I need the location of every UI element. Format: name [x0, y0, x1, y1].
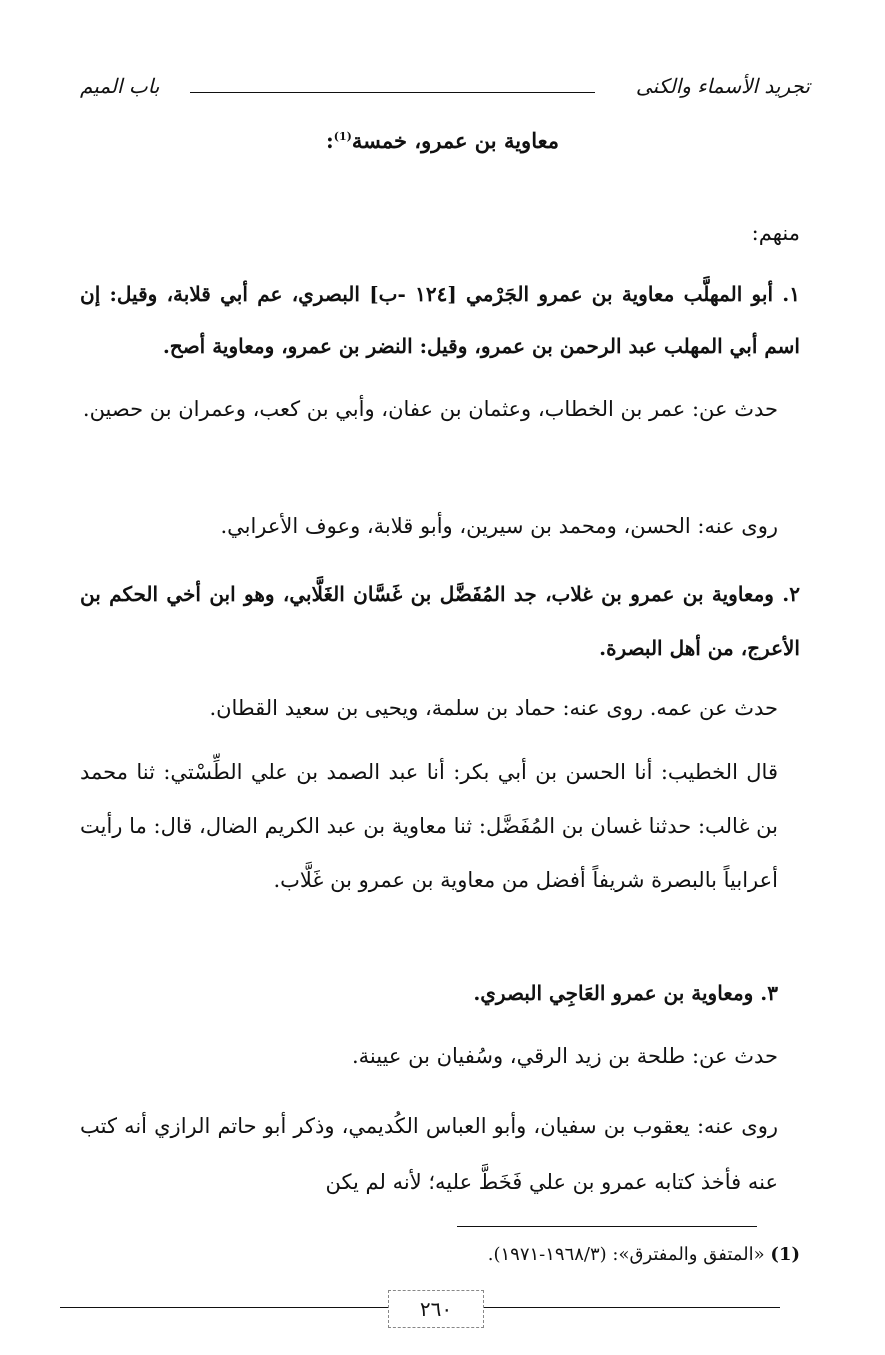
book-title: تجريد الأسماء والكنى — [635, 74, 810, 98]
entry-1-heading: ١. أبو المهلَّب معاوية بن عمرو الجَرْمي [١٢٤ -ب] البصري، عم أبي قلابة، وقيل: إن اسم أبي المهلب عبد الرحمن بن عمرو، وقيل: النضر بن عمرو، ومعاوية أصح. — [80, 282, 800, 358]
entry-2-heading: ٢. ومعاوية بن عمرو بن غلاب، جد المُفَضَّل بن غَسَّان الغَلَّابي، وهو ابن أخي الحكم بن الأعرج، من أهل البصرة. — [80, 582, 800, 660]
section-heading — [0, 128, 885, 153]
footnote — [200, 1240, 800, 1270]
entry-1-narrated-by: روى عنه: الحسن، ومحمد بن سيرين، وأبو قلابة، وعوف الأعرابي. — [220, 514, 778, 538]
entry-2-narrated-from: حدث عن عمه. روى عنه: حماد بن سلمة، ويحيى بن سعيد القطان. — [209, 696, 778, 720]
footnote-separator — [457, 1226, 757, 1227]
chapter-title: باب الميم — [80, 74, 160, 98]
header-rule — [190, 92, 595, 93]
footnote-text: «المتفق والمفترق»: (١٩٦٨/٣-١٩٧١). — [487, 1244, 765, 1265]
intro-text: منهم: — [751, 221, 800, 245]
heading-suffix: : — [326, 128, 334, 153]
entry-2-quote: قال الخطيب: أنا الحسن بن أبي بكر: أنا عبد الصمد بن علي الطِّسْتي: ثنا محمد بن غالب: حدثنا غسان بن المُفَضَّل: ثنا معاوية بن عبد الكريم الضال، قال: ما رأيت أعرابياً بالبصرة شريفاً أفضل من معاوية بن عمرو بن غَلَّاب. — [80, 760, 778, 892]
running-header — [80, 70, 810, 110]
entry-3-narrated-by: روى عنه: يعقوب بن سفيان، وأبو العباس الكُديمي، وذكر أبو حاتم الرازي أنه كتب عنه فأخذ كتابه عمرو بن علي فَخَطَّ عليه؛ لأنه لم يكن — [80, 1114, 778, 1194]
footnote-mark: (1) — [770, 1244, 800, 1265]
footnote-marker: (1) — [333, 130, 352, 143]
entry-1-narrated-from: حدث عن: عمر بن الخطاب، وعثمان بن عفان، وأبي بن كعب، وعمران بن حصين. — [82, 397, 778, 421]
entry-3-narrated-from: حدث عن: طلحة بن زيد الرقي، وسُفيان بن عيينة. — [351, 1044, 778, 1068]
heading-text: معاوية بن عمرو، خمسة — [351, 128, 559, 153]
page-number: ٢٦٠ — [388, 1290, 484, 1328]
entry-3-heading: ٣. ومعاوية بن عمرو العَاجِي البصري. — [473, 981, 778, 1005]
